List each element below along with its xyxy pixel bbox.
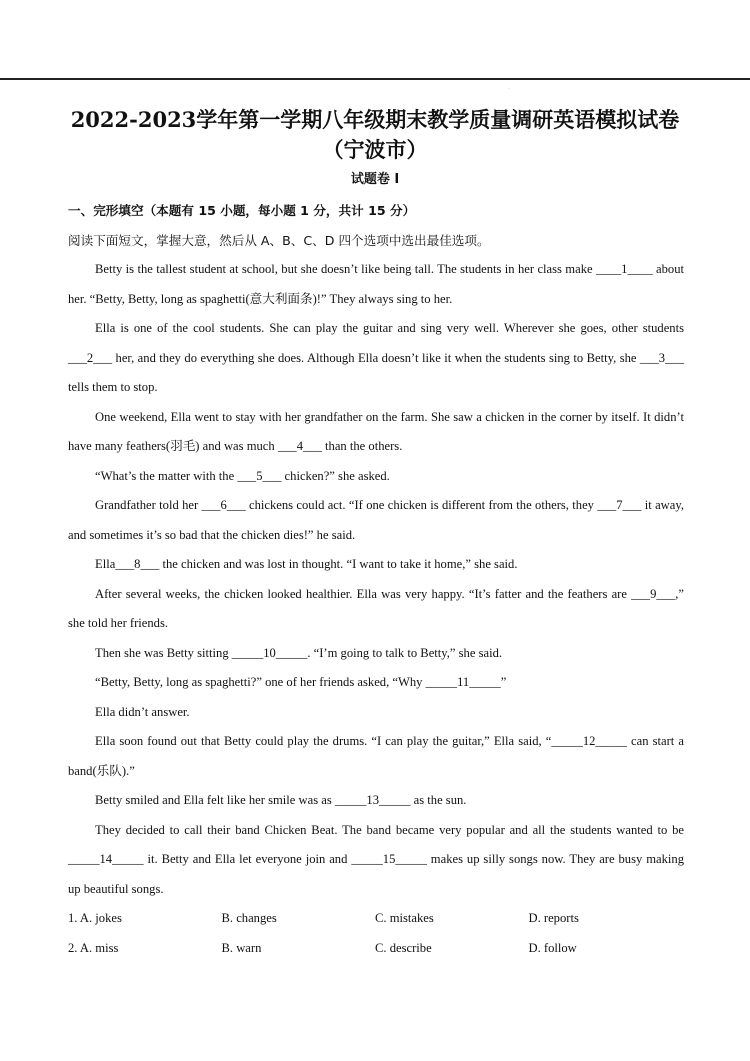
passage-paragraph: After several weeks, the chicken looked healthier. Ella was very happy. “It’s fatter and the feathers are ___9___,” she told her friends. [68, 586, 684, 630]
section-instruction: 阅读下面短文，掌握大意，然后从 A、B、C、D 四个选项中选出最佳选项。 [68, 232, 490, 248]
passage-paragraph: Ella soon found out that Betty could play the drums. “I can play the guitar,” Ella said, “_____12_____ can start a band(乐队).” [68, 734, 684, 778]
passage-paragraph: Betty is the tallest student at school, but she doesn’t like being tall. The students in her class make ____1____ about her. “Betty, Betty, long as spaghetti(意大利面条)!” They always sing to her. [68, 262, 684, 306]
exam-title-line1: 2022-2023学年第一学期八年级期末教学质量调研英语模拟试卷 [70, 107, 680, 132]
passage-paragraph: Ella___8___ the chicken and was lost in thought. “I want to take it home,” she said. [95, 557, 518, 571]
option-c: C. describe [375, 940, 432, 955]
section-heading: 一、完形填空（本题有 15 小题，每小题 1 分，共计 15 分） [68, 203, 416, 218]
option-a: 1. A. jokes [68, 911, 122, 925]
option-b: B. warn [221, 940, 262, 955]
question-options-1 [68, 904, 684, 934]
passage-paragraph: Grandfather told her ___6___ chickens could act. “If one chicken is different from the others, they ___7___ it away, and sometimes it’s so bad that the chicken dies!” he said. [68, 498, 684, 542]
exam-content [68, 196, 684, 963]
option-c: C. mistakes [375, 911, 434, 925]
passage-paragraph: Ella didn’t answer. [95, 704, 190, 719]
passage-paragraph: Then she was Betty sitting _____10_____. “I’m going to talk to Betty,” she said. [95, 645, 503, 660]
passage-paragraph: Betty smiled and Ella felt like her smile was as _____13_____ as the sun. [95, 793, 467, 807]
passage-paragraph: One weekend, Ella went to stay with her grandfather on the farm. She saw a chicken in the corner by itself. It didn’t have many feathers(羽毛) and was much ___4___ than the others. [68, 409, 684, 453]
paper-subtitle: 试题卷 I [350, 172, 400, 187]
header-rule [0, 78, 750, 80]
option-d: D. reports [528, 911, 579, 925]
passage-paragraph: Ella is one of the cool students. She can play the guitar and sing very well. Wherever she goes, other students ___2___ her, and they do everything she does. Although Ella doesn’t like it when the students sing to Betty, she ___3___ tells them to stop. [68, 321, 684, 394]
passage-paragraph: “Betty, Betty, long as spaghetti?” one of her friends asked, “Why _____11_____” [95, 675, 507, 689]
passage-paragraph: They decided to call their band Chicken Beat. The band became very popular and all the students wanted to be _____14_____ it. Betty and Ella let everyone join and _____15_____ makes up silly songs now. They are busy making up beautiful songs. [68, 822, 684, 896]
option-b: B. changes [221, 911, 277, 925]
option-a: 2. A. miss [68, 940, 119, 955]
option-d: D. follow [528, 940, 577, 955]
question-options-2 [68, 934, 684, 964]
exam-title-line2: （宁波市） [322, 137, 428, 162]
passage-paragraph: “What’s the matter with the ___5___ chicken?” she asked. [95, 468, 390, 483]
page-mark: · [508, 86, 510, 92]
exam-title [0, 105, 750, 165]
